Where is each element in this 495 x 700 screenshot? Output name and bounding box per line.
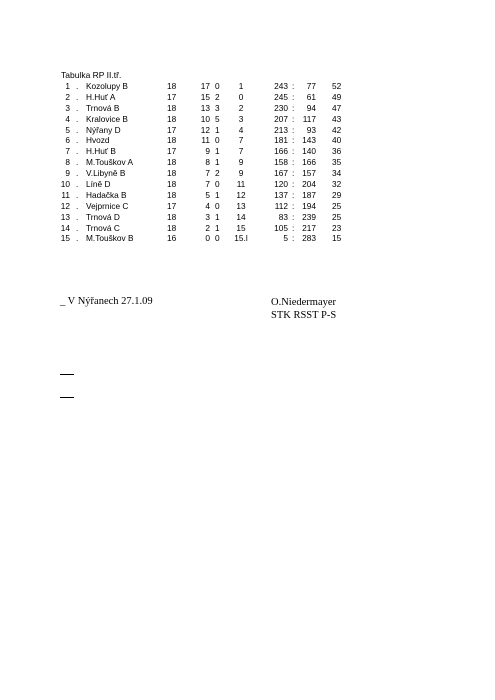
score-separator: : (292, 211, 295, 222)
score-for-cell: 167 (274, 168, 288, 179)
draws-cell: 2 (215, 168, 220, 179)
table-row (0, 157, 495, 168)
losses-cell: 12 (236, 189, 246, 200)
score-separator: : (292, 146, 295, 157)
games-cell: 17 (167, 91, 177, 102)
score-separator: : (292, 102, 295, 113)
rank-cell: 6 (65, 135, 70, 146)
team-cell: Trnová C (86, 222, 120, 233)
rank-cell: 2 (65, 91, 70, 102)
points-cell: 15 (332, 233, 342, 244)
table-row (0, 92, 495, 103)
losses-cell: 3 (238, 113, 244, 124)
losses-cell: 9 (238, 157, 244, 168)
score-separator: : (292, 157, 295, 168)
losses-cell: 9 (238, 168, 244, 179)
losses-cell: 7 (238, 146, 244, 157)
games-cell: 18 (167, 81, 177, 91)
team-cell: Líně D (86, 179, 111, 190)
draws-cell: 0 (215, 81, 220, 91)
rank-dot: . (76, 168, 79, 179)
score-separator: : (292, 113, 295, 124)
games-cell: 18 (167, 102, 177, 113)
team-cell: H.Huť B (86, 146, 116, 157)
table-row (0, 125, 495, 136)
score-for-cell: 112 (274, 200, 288, 211)
rank-dot: . (76, 91, 79, 102)
wins-cell: 3 (205, 211, 210, 222)
wins-cell: 10 (200, 113, 210, 124)
points-cell: 40 (332, 135, 342, 146)
score-for-cell: 5 (283, 233, 288, 244)
rank-cell: 1 (65, 81, 70, 91)
rank-cell: 13 (60, 211, 70, 222)
wins-cell: 9 (205, 146, 210, 157)
losses-cell: 15 (236, 222, 246, 233)
rank-cell: 7 (65, 146, 70, 157)
rank-cell: 10 (60, 179, 70, 190)
rank-dot: . (76, 233, 79, 244)
team-cell: Hadačka B (86, 189, 127, 200)
table-title: Tabulka RP II.tř. (61, 70, 122, 80)
score-against-cell: 194 (302, 200, 316, 211)
table-row (0, 103, 495, 114)
score-against-cell: 94 (306, 102, 316, 113)
losses-cell: 13 (236, 200, 246, 211)
table-row (0, 212, 495, 223)
losses-cell: 7 (238, 135, 244, 146)
team-cell: Nýřany D (86, 124, 121, 135)
rank-dot: . (76, 135, 79, 146)
score-against-cell: 187 (302, 189, 316, 200)
losses-cell: 4 (238, 124, 244, 135)
games-cell: 16 (167, 233, 177, 244)
rank-dot: . (76, 124, 79, 135)
rank-dot: . (76, 102, 79, 113)
rank-cell: 14 (60, 222, 70, 233)
score-for-cell: 83 (278, 211, 288, 222)
points-cell: 25 (332, 200, 342, 211)
score-against-cell: 283 (302, 233, 316, 244)
rank-dot: . (76, 179, 79, 190)
table-row (0, 190, 495, 201)
draws-cell: 1 (215, 146, 220, 157)
points-cell: 36 (332, 146, 342, 157)
rank-cell: 12 (60, 200, 70, 211)
table-row (0, 223, 495, 234)
team-cell: Trnová D (86, 211, 120, 222)
rank-cell: 9 (65, 168, 70, 179)
rank-cell: 3 (65, 102, 70, 113)
rank-cell: 8 (65, 157, 70, 168)
rank-cell: 4 (65, 113, 70, 124)
rank-cell: 5 (65, 124, 70, 135)
wins-cell: 4 (205, 200, 210, 211)
signer-name: O.Niedermayer (271, 297, 337, 308)
score-against-cell: 157 (302, 168, 316, 179)
draws-cell: 2 (215, 91, 220, 102)
draws-cell: 1 (215, 189, 220, 200)
team-cell: Vejprnice C (86, 200, 129, 211)
losses-cell: 14 (236, 211, 246, 222)
score-separator: : (292, 135, 295, 146)
score-separator: : (292, 200, 295, 211)
team-cell: M.Touškov A (86, 157, 134, 168)
rank-dot: . (76, 81, 79, 91)
table-row (0, 81, 495, 92)
team-cell: Kralovice B (86, 113, 128, 124)
blank-line (60, 397, 74, 398)
table-row (0, 168, 495, 179)
score-against-cell: 117 (302, 113, 316, 124)
score-for-cell: 158 (274, 157, 288, 168)
score-for-cell: 245 (274, 91, 288, 102)
score-for-cell: 137 (274, 189, 288, 200)
games-cell: 17 (167, 200, 177, 211)
score-for-cell: 213 (274, 124, 288, 135)
score-separator: : (292, 81, 295, 91)
wins-cell: 11 (201, 135, 210, 146)
draws-cell: 0 (215, 179, 220, 190)
score-separator: : (292, 233, 295, 244)
draws-cell: 3 (215, 102, 220, 113)
points-cell: 49 (332, 91, 342, 102)
draws-cell: 0 (215, 200, 220, 211)
wins-cell: 17 (200, 81, 210, 91)
team-cell: H.Huť A (86, 91, 116, 102)
rank-cell: 15 (60, 233, 70, 244)
losses-cell: 15.l (234, 233, 248, 244)
signature-block (271, 296, 336, 322)
score-against-cell: 166 (302, 157, 316, 168)
points-cell: 52 (332, 81, 342, 91)
points-cell: 47 (332, 102, 342, 113)
wins-cell: 7 (205, 168, 210, 179)
wins-cell: 15 (200, 91, 210, 102)
losses-cell: 1 (238, 81, 244, 91)
score-separator: : (292, 189, 295, 200)
draws-cell: 1 (215, 124, 220, 135)
points-cell: 43 (332, 113, 342, 124)
rank-dot: . (76, 189, 79, 200)
points-cell: 35 (332, 157, 342, 168)
score-against-cell: 204 (302, 179, 316, 190)
score-against-cell: 93 (306, 124, 316, 135)
blank-line (60, 374, 74, 375)
losses-cell: 11 (236, 179, 246, 190)
table-row (0, 201, 495, 212)
points-cell: 34 (332, 168, 342, 179)
score-separator: : (292, 168, 295, 179)
games-cell: 18 (167, 189, 177, 200)
wins-cell: 12 (200, 124, 210, 135)
games-cell: 17 (167, 124, 177, 135)
score-for-cell: 120 (274, 179, 288, 190)
draws-cell: 0 (215, 233, 220, 244)
score-against-cell: 143 (302, 135, 316, 146)
games-cell: 18 (167, 222, 177, 233)
score-for-cell: 181 (274, 135, 288, 146)
table-row (0, 233, 495, 244)
score-separator: : (292, 179, 295, 190)
rank-cell: 11 (61, 189, 70, 200)
points-cell: 32 (332, 179, 342, 190)
draws-cell: 1 (215, 222, 220, 233)
games-cell: 18 (167, 157, 177, 168)
rank-dot: . (76, 211, 79, 222)
wins-cell: 5 (205, 189, 210, 200)
rank-dot: . (76, 200, 79, 211)
score-against-cell: 77 (306, 81, 316, 91)
score-against-cell: 140 (302, 146, 316, 157)
team-cell: V.Libyně B (86, 168, 126, 179)
games-cell: 18 (167, 211, 177, 222)
draws-cell: 1 (215, 211, 220, 222)
rank-dot: . (76, 222, 79, 233)
score-separator: : (292, 91, 295, 102)
draws-cell: 5 (215, 113, 220, 124)
wins-cell: 8 (205, 157, 210, 168)
table-row (0, 135, 495, 146)
draws-cell: 0 (215, 135, 220, 146)
losses-cell: 2 (238, 102, 244, 113)
team-cell: Trnová B (86, 102, 120, 113)
games-cell: 18 (167, 113, 177, 124)
signer-role: STK RSST P-S (271, 310, 337, 321)
wins-cell: 7 (205, 179, 210, 190)
draws-cell: 1 (215, 157, 220, 168)
score-for-cell: 166 (274, 146, 288, 157)
points-cell: 25 (332, 211, 342, 222)
team-cell: Hvozd (86, 135, 110, 146)
score-for-cell: 207 (274, 113, 288, 124)
games-cell: 17 (167, 146, 177, 157)
table-row (0, 179, 495, 190)
place-date: _ V Nýřanech 27.1.09 (60, 296, 153, 307)
points-cell: 29 (332, 189, 342, 200)
score-separator: : (292, 124, 295, 135)
wins-cell: 13 (200, 102, 210, 113)
games-cell: 18 (167, 179, 177, 190)
points-cell: 42 (332, 124, 342, 135)
score-against-cell: 239 (302, 211, 316, 222)
team-cell: Kozolupy B (86, 81, 128, 91)
table-row (0, 146, 495, 157)
score-for-cell: 105 (274, 222, 288, 233)
rank-dot: . (76, 146, 79, 157)
wins-cell: 0 (205, 233, 210, 244)
score-separator: : (292, 222, 295, 233)
score-against-cell: 61 (306, 91, 316, 102)
rank-dot: . (76, 113, 79, 124)
table-row (0, 114, 495, 125)
rank-dot: . (76, 157, 79, 168)
team-cell: M.Touškov B (86, 233, 134, 244)
wins-cell: 2 (205, 222, 210, 233)
score-against-cell: 217 (302, 222, 316, 233)
standings-table (0, 81, 495, 244)
losses-cell: 0 (238, 91, 244, 102)
points-cell: 23 (332, 222, 342, 233)
score-for-cell: 243 (274, 81, 288, 91)
score-for-cell: 230 (274, 102, 288, 113)
games-cell: 18 (167, 135, 177, 146)
games-cell: 18 (167, 168, 177, 179)
